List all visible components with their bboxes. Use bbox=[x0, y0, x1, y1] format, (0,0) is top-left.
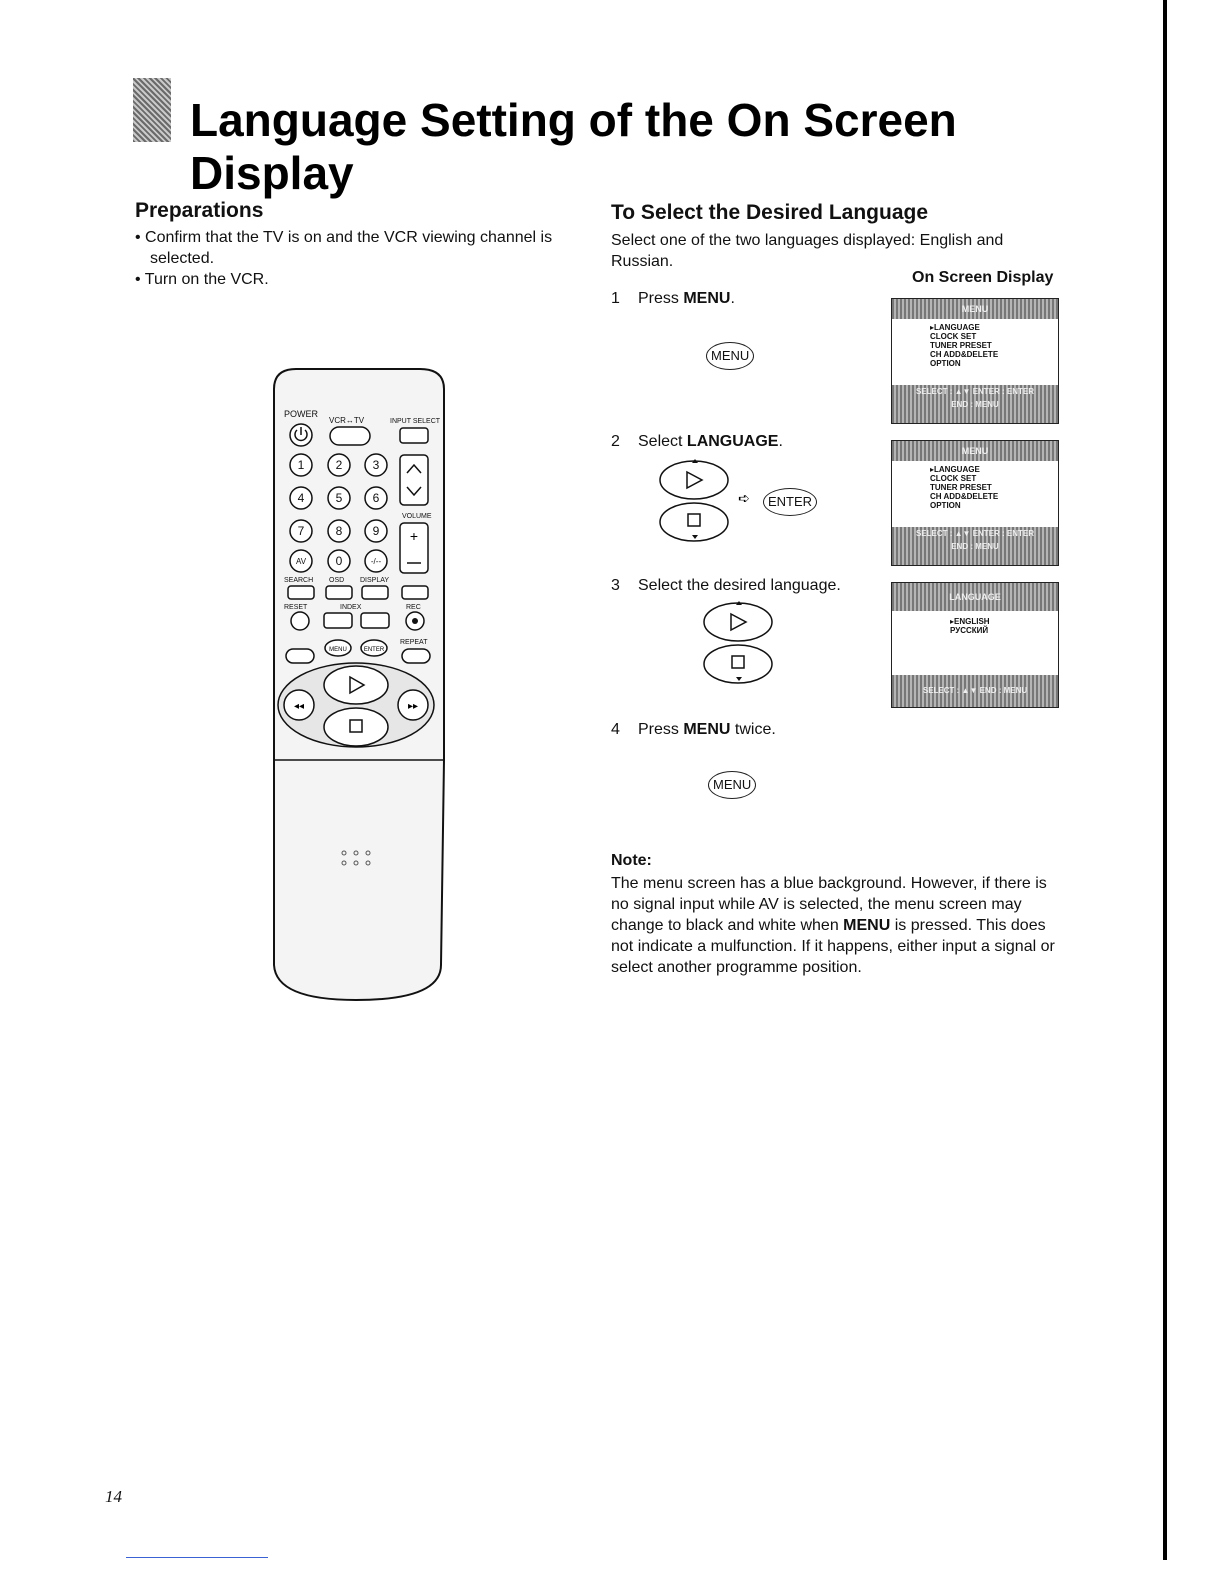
svg-text:▸▸: ▸▸ bbox=[407, 701, 419, 712]
remote-key-dash: -/-- bbox=[370, 557, 382, 566]
remote-key-8: 8 bbox=[335, 524, 343, 538]
remote-key-0: 0 bbox=[335, 554, 343, 568]
osd-1-item-3: TUNER PRESET bbox=[930, 341, 992, 350]
remote-control-svg bbox=[266, 365, 450, 1005]
remote-key-5: 5 bbox=[335, 491, 343, 505]
title-marker-bar bbox=[133, 78, 171, 142]
select-language-heading: To Select the Desired Language bbox=[611, 201, 929, 224]
preparations-section bbox=[135, 199, 585, 290]
svg-text:+: + bbox=[409, 528, 419, 544]
step-1-num: 1 bbox=[611, 290, 620, 307]
osd-2-footer-left: SELECT : ▲▼ ENTER : ENTER bbox=[915, 529, 1035, 538]
remote-label-display: DISPLAY bbox=[360, 577, 390, 584]
prep-bullet-2: • Turn on the VCR. bbox=[135, 271, 269, 288]
step-3-num: 3 bbox=[611, 577, 620, 594]
up-down-keys-icon bbox=[656, 458, 856, 553]
step-1-text: Press bbox=[638, 290, 684, 307]
step-1-bold: MENU bbox=[683, 290, 731, 307]
step-4 bbox=[611, 721, 776, 739]
step-3-text: Select the desired language. bbox=[638, 577, 841, 594]
remote-label-repeat: REPEAT bbox=[400, 639, 428, 646]
remote-key-6: 6 bbox=[372, 491, 380, 505]
step-4-bold: MENU bbox=[683, 721, 731, 738]
osd-1-item-1: ▸LANGUAGE bbox=[930, 323, 980, 332]
step-3 bbox=[611, 577, 841, 595]
remote-key-7: 7 bbox=[297, 524, 305, 538]
osd-1-item-5: OPTION bbox=[930, 359, 961, 368]
menu-button-icon-2: MENU bbox=[708, 771, 756, 799]
osd-language-menu bbox=[891, 582, 1059, 708]
step-2-num: 2 bbox=[611, 433, 620, 450]
step-4-num: 4 bbox=[611, 721, 620, 738]
remote-key-enter: ENTER bbox=[363, 647, 385, 653]
osd-2-item-4: CH ADD&DELETE bbox=[930, 492, 999, 501]
osd-3-footer: SELECT : ▲▼ END : MENU bbox=[892, 675, 1058, 707]
step-4-after: twice. bbox=[730, 721, 776, 738]
remote-key-3: 3 bbox=[372, 458, 380, 472]
page-title bbox=[190, 94, 957, 200]
note-bold: MENU bbox=[843, 917, 891, 934]
title-line-2: Display bbox=[190, 147, 354, 199]
page-number: 14 bbox=[105, 1487, 122, 1506]
enter-button-icon: ENTER bbox=[763, 488, 817, 516]
preparations-heading: Preparations bbox=[135, 199, 264, 222]
note-heading: Note: bbox=[611, 852, 652, 869]
osd-1-item-2: CLOCK SET bbox=[930, 332, 977, 341]
remote-label-reset: RESET bbox=[284, 604, 308, 611]
osd-2-item-1: ▸LANGUAGE bbox=[930, 465, 980, 474]
osd-2-item-2: CLOCK SET bbox=[930, 474, 977, 483]
step-2-after: . bbox=[778, 433, 783, 450]
osd-1-footer-right: END : MENU bbox=[951, 400, 999, 409]
note-section bbox=[611, 850, 1061, 978]
title-line-1: Language Setting of the On Screen bbox=[190, 94, 957, 146]
note-text-1: The menu screen has a blue background. However, if there is no signal input while AV is selected, the menu screen may change to black and white when bbox=[611, 875, 1047, 934]
osd-3-header: LANGUAGE bbox=[892, 583, 1058, 611]
remote-label-power: POWER bbox=[284, 409, 319, 419]
osd-2-footer-right: END : MENU bbox=[951, 542, 999, 551]
remote-key-9: 9 bbox=[372, 524, 380, 538]
remote-key-av: AV bbox=[295, 557, 307, 566]
osd-heading: On Screen Display bbox=[912, 269, 1054, 286]
remote-label-vcrtv: VCR↔TV bbox=[329, 416, 365, 425]
svg-text:➪: ➪ bbox=[738, 491, 750, 507]
svg-text:◂◂: ◂◂ bbox=[293, 701, 305, 712]
osd-main-menu-1 bbox=[891, 298, 1059, 424]
note-body bbox=[611, 873, 1061, 978]
remote-key-2: 2 bbox=[335, 458, 343, 472]
osd-1-item-4: CH ADD&DELETE bbox=[930, 350, 999, 359]
remote-key-1: 1 bbox=[297, 458, 305, 472]
step-4-text: Press bbox=[638, 721, 684, 738]
remote-label-index: INDEX bbox=[340, 604, 362, 611]
prep-bullet-1: • Confirm that the TV is on and the VCR viewing channel is selected. bbox=[135, 229, 553, 267]
step-2 bbox=[611, 433, 783, 451]
remote-label-rec: REC bbox=[406, 604, 421, 611]
remote-key-menu: MENU bbox=[329, 647, 347, 653]
step-1 bbox=[611, 290, 735, 308]
osd-3-item-russian: РУССКИЙ bbox=[950, 626, 989, 635]
remote-label-volume: VOLUME bbox=[402, 513, 432, 520]
osd-1-header: MENU bbox=[892, 299, 1058, 319]
note-text-2: is pressed. This does not indicate a mulfunction. If it happens, either input a signal or select another programme position. bbox=[611, 917, 1055, 976]
remote-label-search: SEARCH bbox=[284, 577, 314, 584]
osd-3-item-english: ▸ENGLISH bbox=[950, 617, 990, 626]
step-2-text: Select bbox=[638, 433, 687, 450]
osd-2-item-3: TUNER PRESET bbox=[930, 483, 992, 492]
menu-button-icon: MENU bbox=[706, 342, 754, 370]
osd-1-footer-left: SELECT : ▲▼ ENTER : ENTER bbox=[915, 387, 1035, 396]
step-2-bold: LANGUAGE bbox=[686, 433, 779, 450]
osd-2-header: MENU bbox=[892, 441, 1058, 461]
osd-2-item-5: OPTION bbox=[930, 501, 961, 510]
footer-line bbox=[126, 1557, 268, 1558]
step-1-after: . bbox=[730, 290, 735, 307]
select-language-intro: Select one of the two languages displayed: English and Russian. bbox=[611, 232, 1004, 270]
remote-label-input: INPUT SELECT bbox=[390, 418, 441, 425]
osd-main-menu-2 bbox=[891, 440, 1059, 566]
up-down-keys-icon-2 bbox=[700, 600, 780, 695]
select-language-section bbox=[611, 201, 1041, 272]
remote-key-4: 4 bbox=[297, 491, 305, 505]
remote-control-illustration bbox=[266, 365, 450, 1010]
page-edge-rule bbox=[1163, 0, 1167, 1560]
remote-label-osd: OSD bbox=[329, 577, 345, 584]
